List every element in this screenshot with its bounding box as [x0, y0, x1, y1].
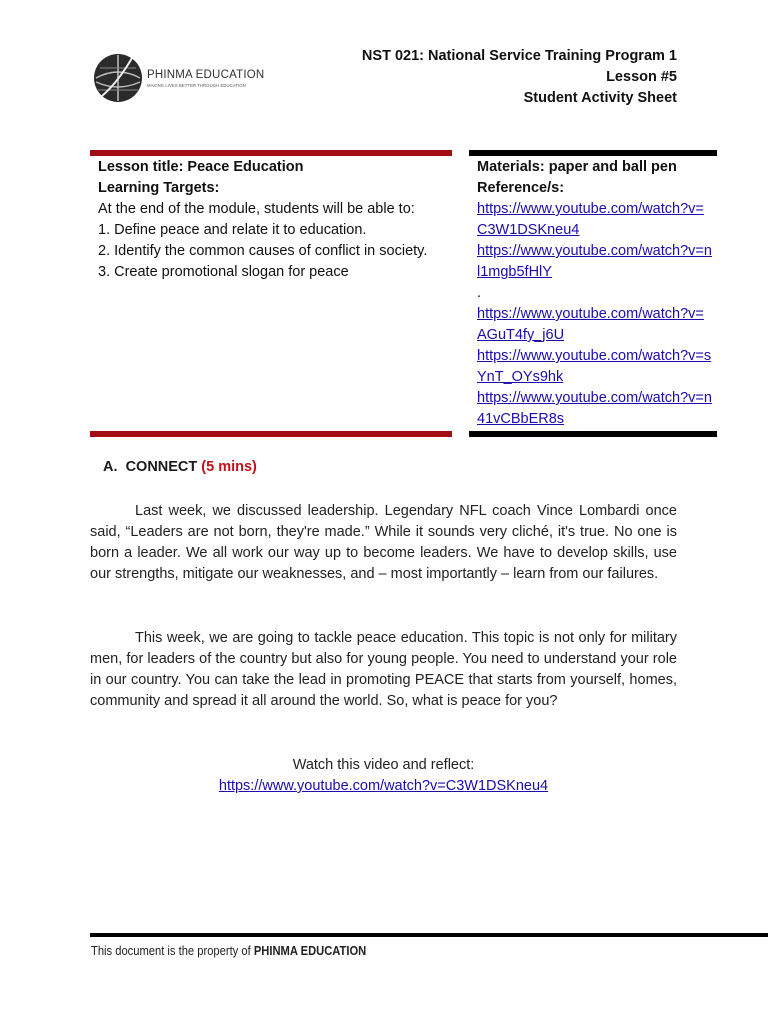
target-item: 1. Define peace and relate it to education.: [98, 222, 367, 238]
section-a-heading: [103, 459, 257, 475]
phinma-logo: [92, 52, 265, 108]
paragraph-text: This week, we are going to tackle peace education. This topic is not only for military men, for leaders of the country but also for young people. You need to understand your role in our country. You can take the lead in promoting PEACE that starts from yourself, homes, community and spread it all around the world. So, what is peace for you?: [90, 630, 677, 709]
logo-tagline: MAKING LIVES BETTER THROUGH EDUCATION: [147, 83, 246, 88]
paragraph-text: Last week, we discussed leadership. Legendary NFL coach Vince Lombardi once said, “Leaders are not born, they're made.” While it sounds very cliché, it's true. No one is born a leader. We all work our way up to become leaders. We have to develop skills, use our strengths, mitigate our weaknesses, and – most importantly – learn from our failures.: [90, 503, 677, 582]
materials-label: Materials: paper and ball pen: [477, 159, 677, 175]
reference-link[interactable]: https://www.youtube.com/watch?v=C3W1DSKneu4: [477, 201, 704, 238]
references-label: Reference/s:: [477, 180, 565, 196]
reference-link[interactable]: https://www.youtube.com/watch?v=n41vCBbER8s: [477, 390, 712, 427]
section-letter: A.: [103, 459, 118, 475]
phinma-globe-icon: [92, 52, 144, 104]
reference-link[interactable]: https://www.youtube.com/watch?v=sYnT_OYs9hk: [477, 348, 712, 385]
footer-divider: [90, 933, 768, 937]
reference-separator: .: [477, 285, 482, 301]
lesson-info: [98, 157, 444, 283]
target-item: 2. Identify the common causes of conflict in society.: [98, 243, 428, 259]
lesson-number: Lesson #5: [606, 69, 677, 85]
right-bottom-divider: [469, 431, 717, 437]
left-top-divider: [90, 150, 452, 156]
section-time: (5 mins): [201, 459, 257, 475]
logo-name: PHINMA EDUCATION: [147, 69, 265, 81]
learning-targets-label: Learning Targets:: [98, 180, 220, 196]
sheet-title: Student Activity Sheet: [523, 90, 677, 106]
right-top-divider: [469, 150, 717, 156]
reference-link[interactable]: https://www.youtube.com/watch?v=AGuT4fy_j6U: [477, 306, 704, 343]
footer-org: PHINMA EDUCATION: [253, 943, 367, 958]
reference-link[interactable]: https://www.youtube.com/watch?v=nl1mgb5fHlY: [477, 243, 712, 280]
left-bottom-divider: [90, 431, 452, 437]
target-item: 3. Create promotional slogan for peace: [98, 264, 349, 280]
targets-intro: At the end of the module, students will be able to:: [98, 201, 415, 217]
course-title: NST 021: National Service Training Program 1: [361, 48, 677, 64]
watch-prompt: [90, 755, 677, 797]
video-link[interactable]: https://www.youtube.com/watch?v=C3W1DSKneu4: [218, 778, 549, 794]
body-paragraph: [90, 501, 677, 585]
lesson-title: Lesson title: Peace Education: [98, 159, 304, 175]
section-title: CONNECT: [125, 459, 198, 475]
materials-references: [477, 157, 713, 430]
footer-prefix: This document is the property of: [91, 943, 251, 958]
body-paragraph: [90, 628, 677, 712]
footer-notice: [91, 943, 366, 958]
watch-text: Watch this video and reflect:: [292, 757, 475, 773]
